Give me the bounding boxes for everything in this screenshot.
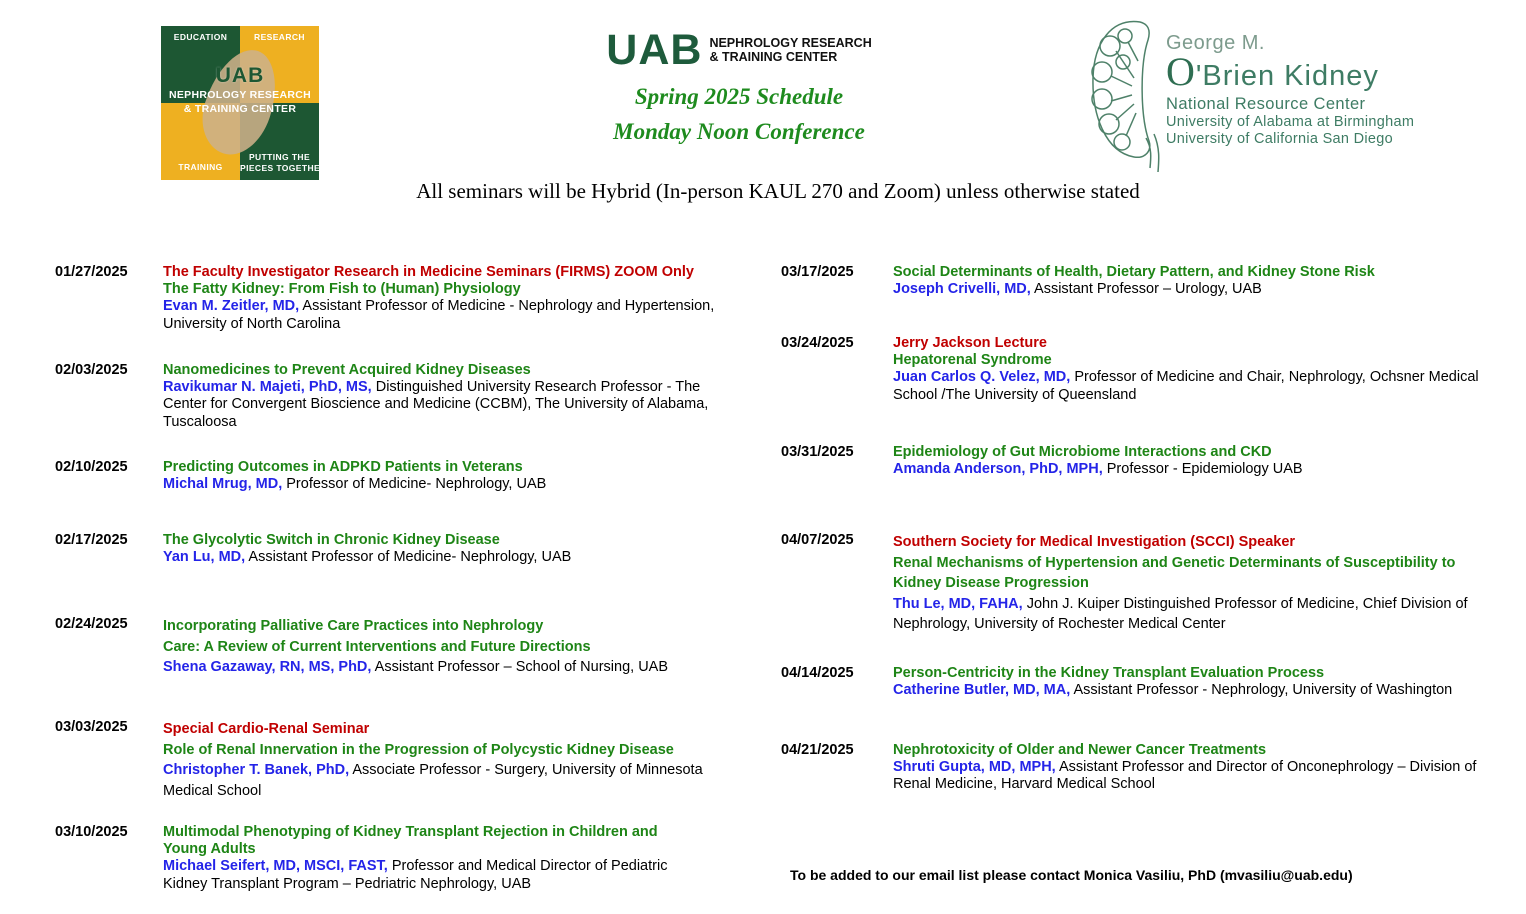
seminar-title: Multimodal Phenotyping of Kidney Transplant Rejection in Children and (163, 824, 658, 840)
seminar-content (893, 532, 1514, 635)
seminar-date: 03/17/2025 (781, 264, 854, 280)
seminar-date: 02/03/2025 (55, 362, 128, 378)
seminar-content (163, 264, 715, 333)
seminar-entry (781, 532, 1514, 635)
seminar-content (893, 264, 1514, 298)
quadrant-logo-center-text (161, 64, 319, 116)
hybrid-note: All seminars will be Hybrid (In-person KAUL 270 and Zoom) unless otherwise stated (416, 179, 1140, 203)
seminar-title: Social Determinants of Health, Dietary Pattern, and Kidney Stone Risk (893, 264, 1375, 280)
seminar-speaker-line (163, 760, 715, 801)
speaker-affiliation: Associate Professor - Surgery, University of Minnesota Medical School (163, 762, 703, 799)
seminar-title: Nanomedicines to Prevent Acquired Kidney Diseases (163, 362, 531, 378)
seminar-date: 02/10/2025 (55, 459, 128, 475)
seminar-content (893, 742, 1514, 794)
seminar-speaker-line (163, 476, 715, 493)
seminar-date: 04/14/2025 (781, 665, 854, 681)
obrien-big-o: O (1166, 49, 1196, 94)
seminar-entry (55, 264, 715, 333)
seminar-entry (55, 532, 715, 566)
obrien-title-line (1166, 49, 1414, 94)
seminar-entry (55, 459, 715, 493)
seminar-content (163, 616, 715, 678)
seminar-title: Role of Renal Innervation in the Progression of Polycystic Kidney Disease (163, 741, 674, 758)
uab-mark: UAB (215, 64, 265, 87)
seminar-series-label: Jerry Jackson Lecture (893, 335, 1047, 351)
wordmark-line: NEPHROLOGY RESEARCH (709, 36, 872, 50)
speaker-affiliation: Assistant Professor – School of Nursing, UAB (374, 659, 669, 676)
seminar-series-label: Special Cardio-Renal Seminar (163, 721, 370, 737)
schedule-subtitle-line: Monday Noon Conference (613, 119, 865, 144)
seminar-speaker-line (893, 369, 1514, 403)
speaker-affiliation: Assistant Professor - Nephrology, University of Washington (1073, 682, 1453, 699)
nrtc-quadrant-logo (161, 26, 327, 180)
speaker-affiliation: Distinguished University Research Professor - The Center for Convergent Bioscience and Medicine (CCBM), The University of Alabama, Tuscaloosa (163, 379, 709, 430)
speaker-name: Joseph Crivelli, MD, (893, 281, 1031, 298)
kidney-line-art-icon (1088, 16, 1168, 172)
speaker-affiliation: Assistant Professor and Director of Onconephrology – Division of Renal Medicine, Harvard Medical School (893, 759, 1477, 793)
speaker-affiliation: Professor and Medical Director of Pediatric Kidney Transplant Program – Pedriatric Nephrology, UAB (163, 858, 668, 892)
wordmark-side-text (709, 36, 871, 64)
seminar-date: 01/27/2025 (55, 264, 128, 280)
wordmark-line: & TRAINING CENTER (709, 50, 838, 64)
seminar-speaker-line (893, 682, 1514, 699)
seminar-entry (55, 362, 715, 431)
seminar-content (163, 532, 715, 566)
seminar-speaker-line (893, 461, 1514, 478)
seminar-title: Hepatorenal Syndrome (893, 352, 1052, 369)
seminar-title: The Glycolytic Switch in Chronic Kidney Disease (163, 532, 500, 548)
seminar-speaker-line (893, 594, 1514, 635)
obrien-university-line: University of Alabama at Birmingham (1166, 114, 1415, 130)
seminar-date: 04/07/2025 (781, 532, 854, 548)
seminar-content (163, 719, 715, 801)
speaker-name: Michael Seifert, MD, MSCI, FAST, (163, 858, 388, 875)
speaker-name: Shruti Gupta, MD, MPH, (893, 759, 1056, 776)
seminar-date: 03/31/2025 (781, 444, 854, 460)
seminar-speaker-line (893, 281, 1514, 298)
seminar-title: Nephrotoxicity of Older and Newer Cancer Treatments (893, 742, 1267, 758)
speaker-name: Christopher T. Banek, PhD, (163, 762, 350, 779)
center-text-line: NEPHROLOGY RESEARCH (168, 89, 312, 101)
seminar-content (163, 362, 715, 431)
seminar-title-line2: Young Adults (163, 841, 256, 858)
speaker-name: Ravikumar N. Majeti, PhD, MS, (163, 379, 372, 396)
seminar-date: 04/21/2025 (781, 742, 854, 758)
seminar-content (893, 665, 1514, 699)
seminar-content (163, 459, 715, 493)
quadrant-label: EDUCATION (173, 32, 228, 42)
speaker-affiliation: Assistant Professor – Urology, UAB (1034, 281, 1262, 298)
obrien-name-line: George M. (1166, 32, 1265, 54)
obrien-nrc-line: National Resource Center (1166, 95, 1366, 113)
seminar-title: Person-Centricity in the Kidney Transplant Evaluation Process (893, 665, 1325, 681)
seminar-speaker-line (163, 858, 715, 892)
seminar-speaker-line (163, 549, 715, 566)
speaker-name: Michal Mrug, MD, (163, 476, 283, 493)
seminar-title: The Fatty Kidney: From Fish to (Human) Physiology (163, 281, 521, 298)
seminar-speaker-line (893, 759, 1514, 793)
seminar-title: Renal Mechanisms of Hypertension and Genetic Determinants of Susceptibility to (893, 554, 1456, 571)
speaker-affiliation: Professor of Medicine- Nephrology, UAB (286, 476, 547, 493)
seminar-entry (781, 742, 1514, 794)
seminar-speaker-line (163, 379, 715, 431)
seminar-date: 03/03/2025 (55, 719, 128, 735)
seminar-title-line2: Care: A Review of Current Interventions and Future Directions (163, 638, 591, 655)
seminar-series-label: The Faculty Investigator Research in Medicine Seminars (FIRMS) ZOOM Only (163, 264, 694, 280)
seminar-content (163, 824, 715, 893)
seminar-date: 02/24/2025 (55, 616, 128, 632)
speaker-affiliation: Assistant Professor of Medicine- Nephrology, UAB (248, 549, 572, 566)
uab-nrtc-wordmark (563, 26, 915, 74)
seminar-content (893, 444, 1514, 478)
seminar-entry (55, 719, 715, 801)
speaker-affiliation: John J. Kuiper Distinguished Professor of Medicine, Chief Division of Nephrology, University of Rochester Medical Center (893, 595, 1468, 633)
seminar-entry (781, 264, 1514, 298)
speaker-affiliation: Assistant Professor of Medicine - Nephrology and Hypertension, University of North Carolina (163, 298, 715, 332)
seminar-entry (781, 444, 1514, 478)
quadrant-label: TRAINING (178, 162, 223, 172)
speaker-name: Thu Le, MD, FAHA, (893, 595, 1023, 612)
speaker-name: Catherine Butler, MD, MA, (893, 682, 1071, 699)
seminar-entry (55, 616, 715, 678)
seminar-title: Epidemiology of Gut Microbiome Interactions and CKD (893, 444, 1272, 460)
seminar-title: Predicting Outcomes in ADPKD Patients in Veterans (163, 459, 523, 475)
seminar-title-line2: Kidney Disease Progression (893, 575, 1089, 592)
email-contact-note: To be added to our email list please contact Monica Vasiliu, PhD (mvasiliu@uab.edu) (790, 867, 1353, 883)
quadrant-label-line: PIECES TOGETHER (240, 163, 327, 173)
quadrant-label-line: PUTTING THE (248, 152, 311, 162)
obrien-university-line: University of California San Diego (1166, 131, 1393, 147)
speaker-affiliation: Professor - Epidemiology UAB (1106, 461, 1303, 478)
seminar-content (893, 335, 1514, 404)
seminar-series-label: Southern Society for Medical Investigation (SCCI) Speaker (893, 534, 1296, 550)
seminar-date: 02/17/2025 (55, 532, 128, 548)
speaker-affiliation: Professor of Medicine and Chair, Nephrology, Ochsner Medical School /The University of Queensland (893, 369, 1479, 403)
seminar-entry (781, 335, 1514, 404)
seminar-date: 03/24/2025 (781, 335, 854, 351)
seminar-speaker-line (163, 298, 715, 332)
seminar-date: 03/10/2025 (55, 824, 128, 840)
speaker-name: Shena Gazaway, RN, MS, PhD, (163, 659, 372, 676)
speaker-name: Juan Carlos Q. Velez, MD, (893, 369, 1071, 386)
obrien-title-rest: 'Brien Kidney (1195, 60, 1379, 92)
speaker-name: Yan Lu, MD, (163, 549, 246, 566)
seminar-title: Incorporating Palliative Care Practices into Nephrology (163, 618, 544, 634)
schedule-title: Spring 2025 Schedule (634, 84, 844, 109)
seminar-entry (781, 665, 1514, 699)
speaker-name: Evan M. Zeitler, MD, (163, 298, 300, 315)
seminar-speaker-line (163, 657, 715, 678)
seminar-entry (55, 824, 715, 893)
center-header (563, 26, 915, 145)
obrien-text (1166, 32, 1414, 148)
speaker-name: Amanda Anderson, PhD, MPH, (893, 461, 1103, 478)
quadrant-label (240, 152, 327, 174)
quadrant-label: RESEARCH (254, 32, 305, 42)
uab-logo: UAB (606, 26, 703, 74)
center-text-line: & TRAINING CENTER (183, 103, 297, 115)
